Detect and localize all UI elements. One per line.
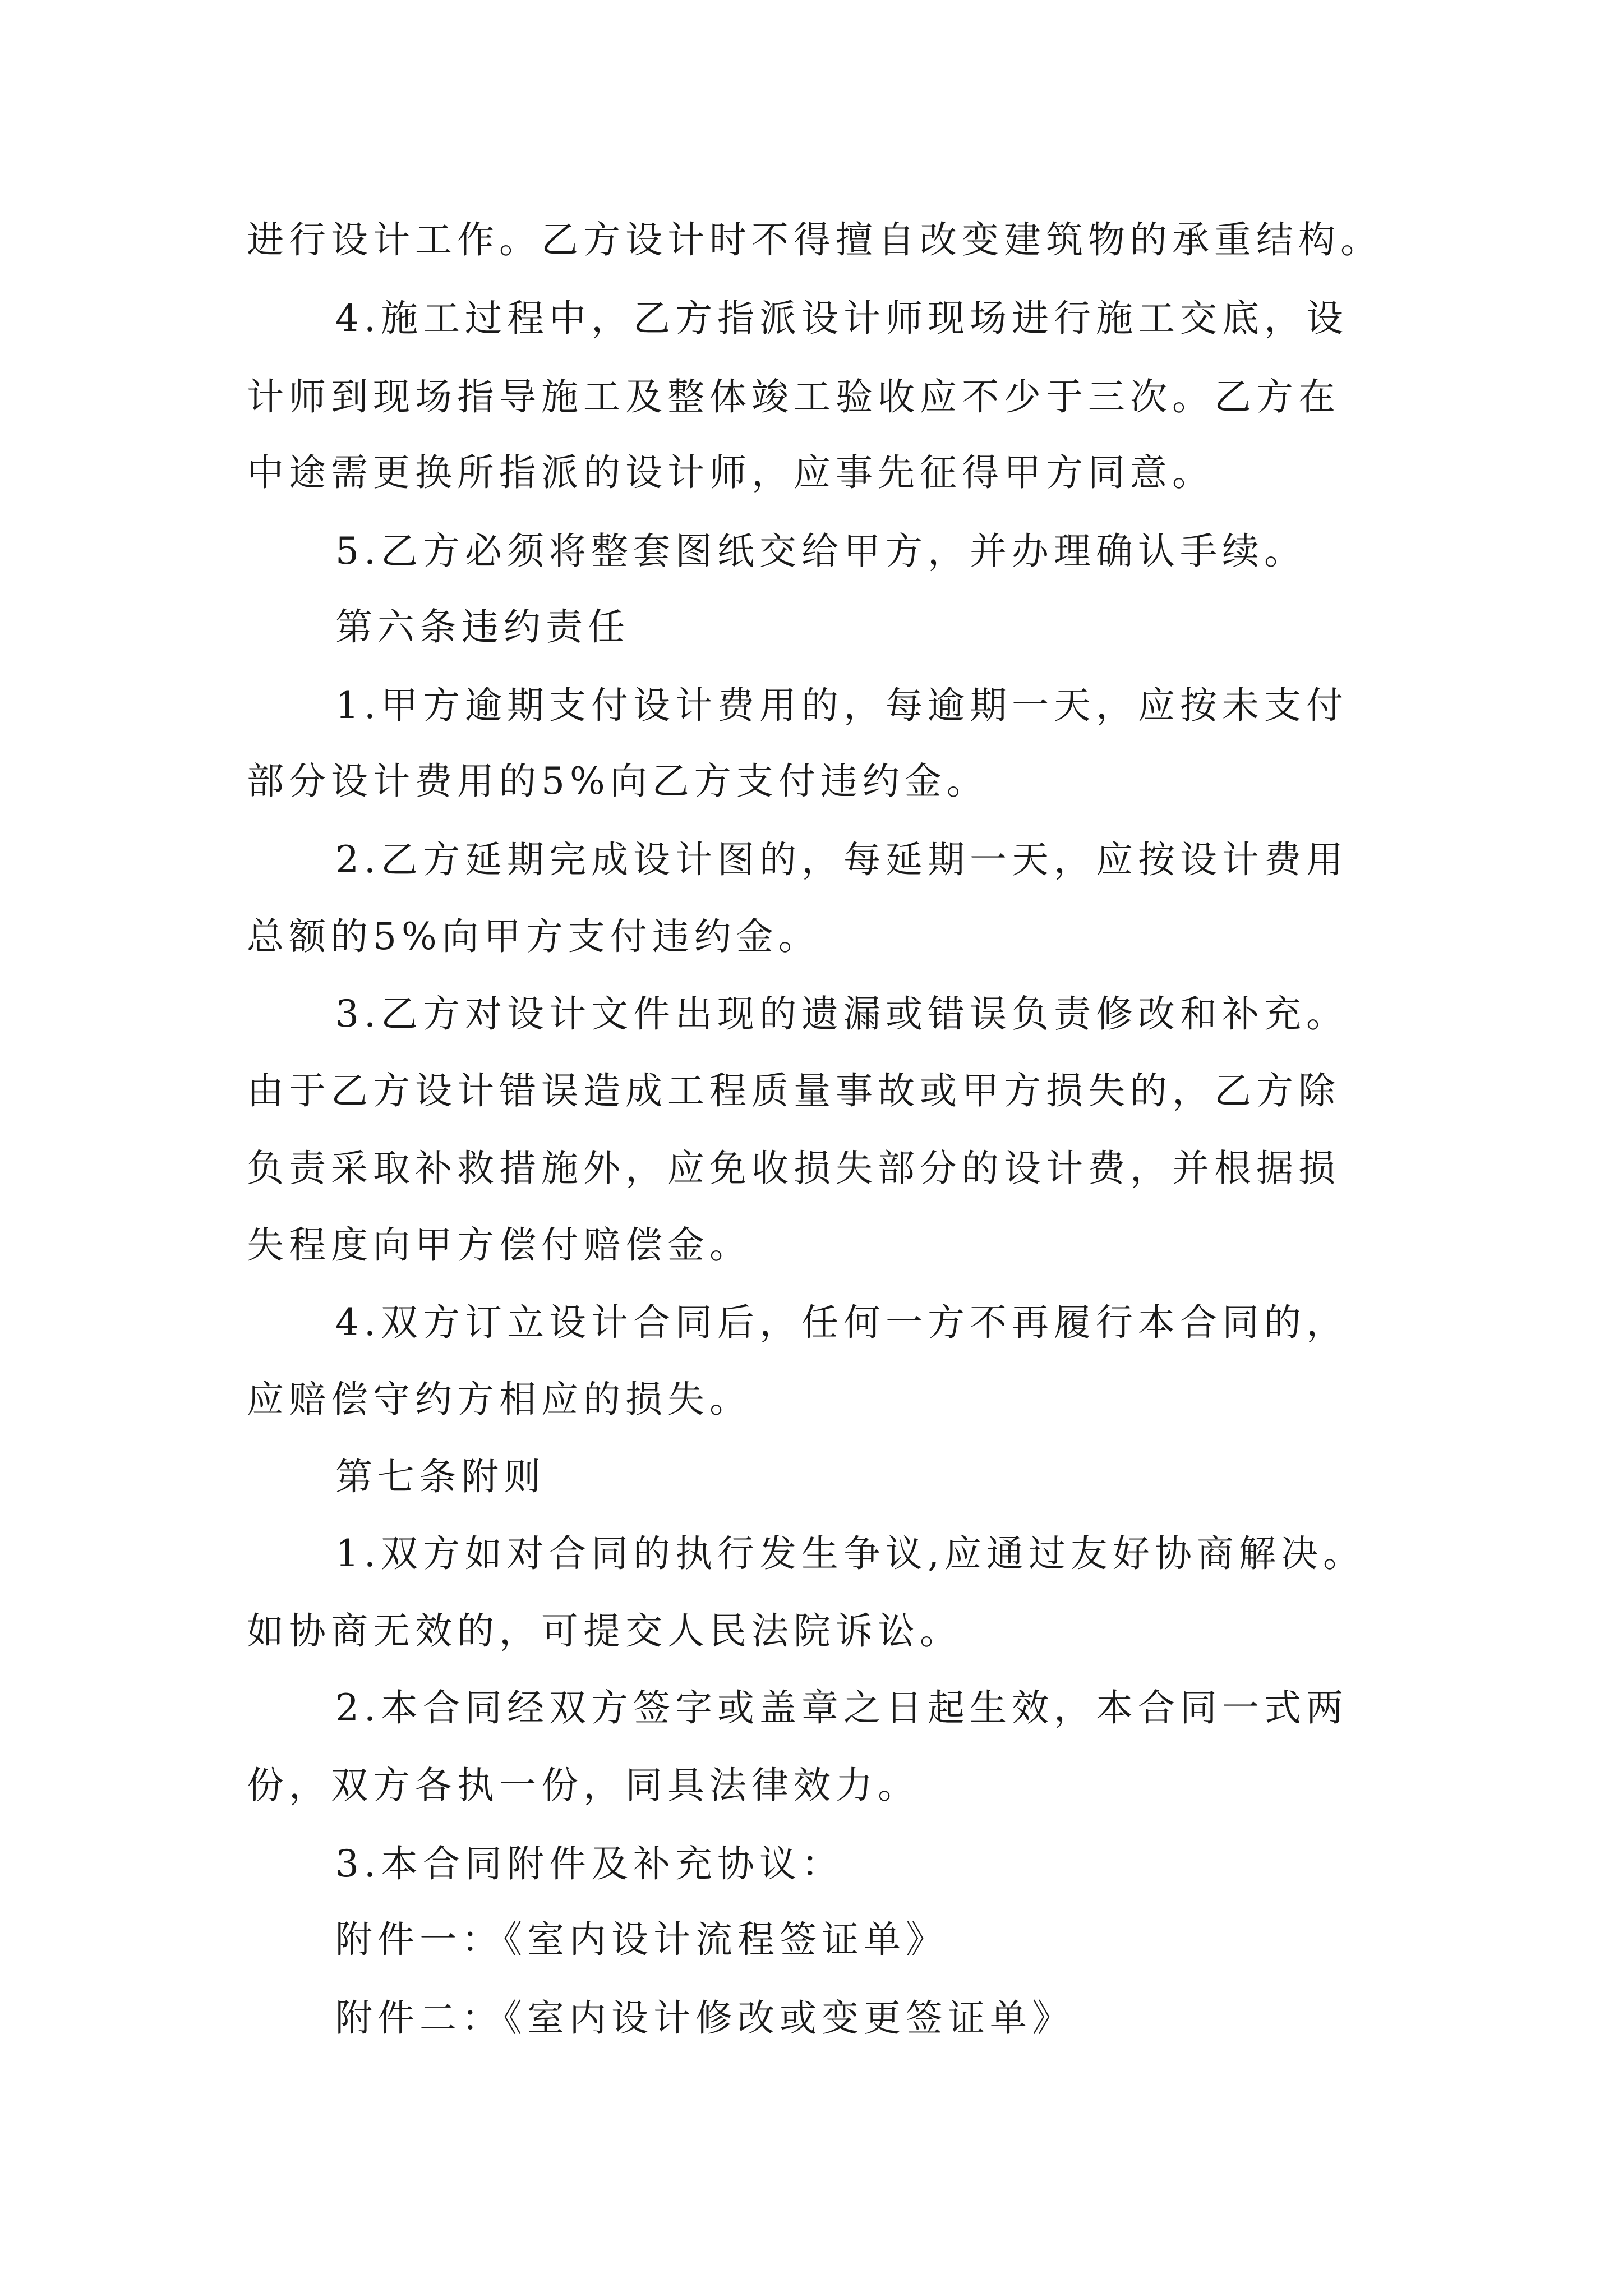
text-line: 份，双方各执一份，同具法律效力。 bbox=[247, 1764, 920, 1807]
text-line: 5.乙方必须将整套图纸交给甲方，并办理确认手续。 bbox=[335, 530, 1306, 573]
text-line: 附件一：《室内设计流程签证单》 bbox=[335, 1918, 948, 1961]
text-line: 失程度向甲方偿付赔偿金。 bbox=[247, 1223, 751, 1267]
text-line: 负责采取补救措施外，应免收损失部分的设计费，并根据损 bbox=[247, 1147, 1340, 1190]
text-line: 1.双方如对合同的执行发生争议,应通过友好协商解决。 bbox=[335, 1532, 1365, 1575]
text-line: 如协商无效的，可提交人民法院诉讼。 bbox=[247, 1609, 962, 1653]
text-line: 2.乙方延期完成设计图的，每延期一天，应按设计费用 bbox=[335, 838, 1348, 881]
text-line: 2.本合同经双方签字或盖章之日起生效，本合同一式两 bbox=[335, 1686, 1348, 1729]
text-line: 总额的5%向甲方支付违约金。 bbox=[247, 915, 820, 958]
text-line: 进行设计工作。乙方设计时不得擅自改变建筑物的承重结构。 bbox=[247, 218, 1382, 261]
text-line: 应赔偿守约方相应的损失。 bbox=[247, 1378, 751, 1421]
text-line: 4.施工过程中，乙方指派设计师现场进行施工交底，设 bbox=[335, 297, 1348, 340]
text-line: 中途需更换所指派的设计师，应事先征得甲方同意。 bbox=[247, 451, 1214, 494]
text-line: 1.甲方逾期支付设计费用的，每逾期一天，应按未支付 bbox=[335, 684, 1348, 727]
section-heading: 第七条附则 bbox=[335, 1455, 546, 1498]
text-line: 附件二：《室内设计修改或变更签证单》 bbox=[335, 1996, 1074, 2040]
text-line: 计师到现场指导施工及整体竣工验收应不少于三次。乙方在 bbox=[247, 375, 1340, 418]
text-line: 由于乙方设计错误造成工程质量事故或甲方损失的，乙方除 bbox=[247, 1069, 1340, 1112]
text-line: 3.本合同附件及补充协议： bbox=[335, 1842, 843, 1885]
section-heading: 第六条违约责任 bbox=[335, 605, 630, 648]
text-line: 4.双方订立设计合同后，任何一方不再履行本合同的， bbox=[335, 1301, 1348, 1344]
text-line: 3.乙方对设计文件出现的遗漏或错误负责修改和补充。 bbox=[335, 992, 1348, 1036]
text-line: 部分设计费用的5%向乙方支付违约金。 bbox=[247, 760, 989, 803]
